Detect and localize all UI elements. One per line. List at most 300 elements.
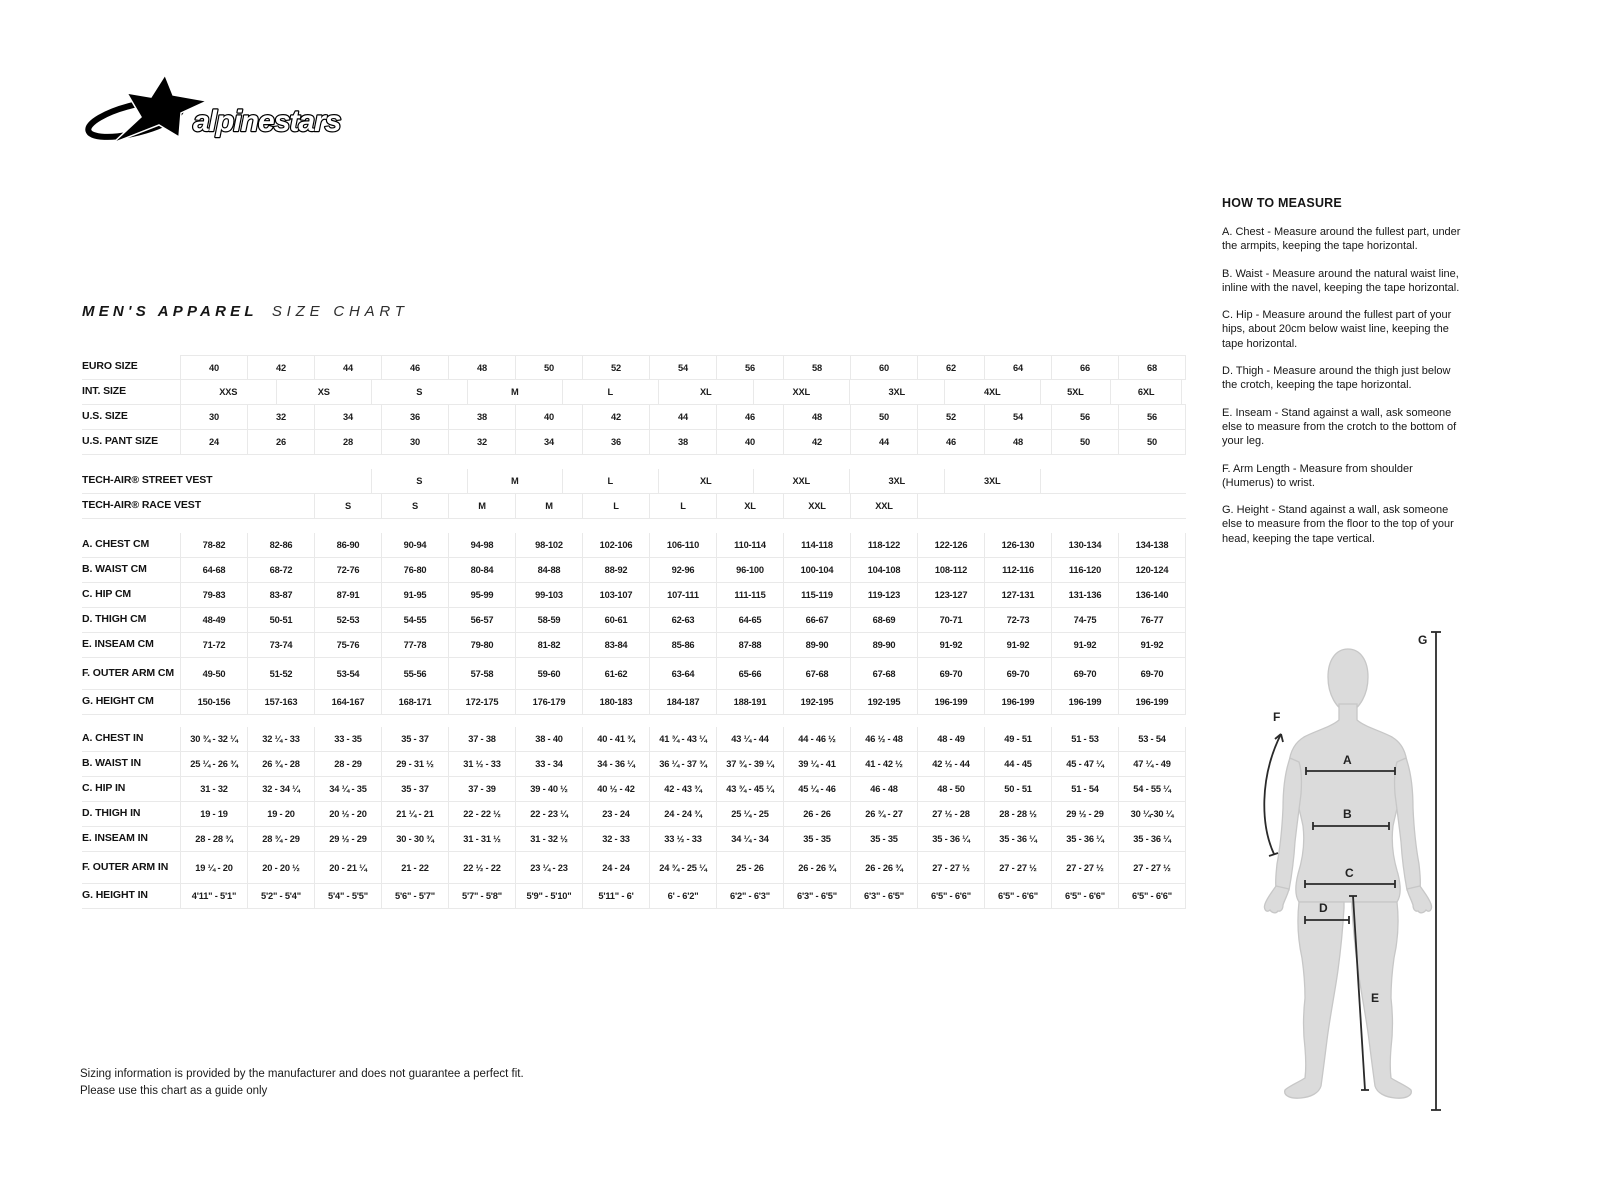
row-cells bbox=[180, 583, 1186, 607]
size-cell: 87-88 bbox=[716, 633, 783, 657]
size-cell: 82-86 bbox=[247, 533, 314, 557]
row-cells bbox=[180, 727, 1186, 751]
size-cell: 27 - 27 ½ bbox=[917, 852, 984, 883]
table-row bbox=[82, 777, 1186, 802]
size-cell: 6'5" - 6'6" bbox=[1051, 884, 1118, 908]
size-cell: 72-73 bbox=[984, 608, 1051, 632]
size-cell: 56 bbox=[1118, 405, 1186, 429]
disclaimer-line-2: Please use this chart as a guide only bbox=[80, 1084, 268, 1097]
size-cell: XL bbox=[716, 494, 783, 518]
size-cell: 79-80 bbox=[448, 633, 515, 657]
size-cell: 116-120 bbox=[1051, 558, 1118, 582]
size-cell: 40 bbox=[180, 356, 247, 379]
size-cell: 6'5" - 6'6" bbox=[984, 884, 1051, 908]
measure-instruction: B. Waist - Measure around the natural waist line, inline with the navel, keeping the tape horizontal. bbox=[1222, 267, 1460, 294]
size-cell: 6'3" - 6'5" bbox=[783, 884, 850, 908]
size-cell: 35 - 36 ¼ bbox=[917, 827, 984, 851]
size-cell: 73-74 bbox=[247, 633, 314, 657]
table-row bbox=[82, 533, 1186, 558]
size-cell: 40 - 41 ¾ bbox=[582, 727, 649, 751]
size-cell bbox=[180, 494, 247, 518]
row-label: E. INSEAM CM bbox=[82, 638, 154, 651]
size-cell: XXS bbox=[180, 380, 276, 404]
size-cell: L bbox=[562, 469, 658, 493]
size-cell: 27 - 27 ½ bbox=[1118, 852, 1186, 883]
size-cell: 54 bbox=[984, 405, 1051, 429]
disclaimer-line-1: Sizing information is provided by the manufacturer and does not guarantee a perfect fit. bbox=[80, 1068, 524, 1080]
size-cell: 56 bbox=[716, 356, 783, 379]
size-cell: 42 bbox=[783, 430, 850, 454]
size-cell: S bbox=[381, 494, 448, 518]
size-cell: 68-69 bbox=[850, 608, 917, 632]
measure-instruction: F. Arm Length - Measure from shoulder (Humerus) to wrist. bbox=[1222, 462, 1413, 489]
size-cell: 89-90 bbox=[850, 633, 917, 657]
size-cell: M bbox=[515, 494, 582, 518]
size-cell: 91-95 bbox=[381, 583, 448, 607]
size-cell: 34 ¼ - 34 bbox=[716, 827, 783, 851]
table-row bbox=[82, 852, 1186, 884]
size-cell: 172-175 bbox=[448, 690, 515, 714]
table-row bbox=[82, 405, 1186, 430]
size-cell: 41 - 42 ½ bbox=[850, 752, 917, 776]
size-cell: 26 ¾ - 28 bbox=[247, 752, 314, 776]
size-cell: 69-70 bbox=[984, 658, 1051, 689]
size-cell: 196-199 bbox=[984, 690, 1051, 714]
size-cell: 28 - 28 ¾ bbox=[180, 827, 247, 851]
size-cell: 45 - 47 ¼ bbox=[1051, 752, 1118, 776]
size-cell: 134-138 bbox=[1118, 533, 1186, 557]
size-cell: 30 ¾ - 32 ¼ bbox=[180, 727, 247, 751]
row-label: EURO SIZE bbox=[82, 360, 138, 373]
row-cells bbox=[180, 633, 1186, 657]
size-cell: L bbox=[649, 494, 716, 518]
size-cell: 43 ¾ - 45 ¼ bbox=[716, 777, 783, 801]
size-cell: 35 - 36 ¼ bbox=[984, 827, 1051, 851]
size-cell: 76-80 bbox=[381, 558, 448, 582]
table-row bbox=[82, 558, 1186, 583]
row-cells bbox=[180, 608, 1186, 632]
size-cell: 130-134 bbox=[1051, 533, 1118, 557]
figure-right-arm bbox=[1395, 758, 1421, 890]
size-cell bbox=[180, 469, 276, 493]
size-cell: 36 ¼ - 37 ¾ bbox=[649, 752, 716, 776]
size-cell: 35 - 36 ¼ bbox=[1118, 827, 1186, 851]
size-cell: 44 bbox=[850, 430, 917, 454]
size-cell: 53-54 bbox=[314, 658, 381, 689]
row-label: INT. SIZE bbox=[82, 385, 127, 398]
size-cell: S bbox=[314, 494, 381, 518]
label-D: D bbox=[1319, 901, 1328, 915]
size-cell: 64 bbox=[984, 356, 1051, 379]
size-cell bbox=[276, 469, 372, 493]
size-cell: 5XL bbox=[1040, 380, 1111, 404]
size-cell: 52 bbox=[582, 356, 649, 379]
size-cell: L bbox=[562, 380, 658, 404]
table-row bbox=[82, 430, 1186, 455]
size-cell: 68 bbox=[1118, 356, 1186, 379]
size-cell: 46 ½ - 48 bbox=[850, 727, 917, 751]
size-cell: 24 - 24 bbox=[582, 852, 649, 883]
size-cell: 108-112 bbox=[917, 558, 984, 582]
size-cell: 32 bbox=[247, 405, 314, 429]
size-cell: 96-100 bbox=[716, 558, 783, 582]
page-title-secondary: SIZE CHART bbox=[271, 303, 409, 320]
size-cell: 68-72 bbox=[247, 558, 314, 582]
size-cell: 28 - 29 bbox=[314, 752, 381, 776]
size-cell: 22 - 23 ¼ bbox=[515, 802, 582, 826]
row-cells bbox=[180, 802, 1186, 826]
row-cells bbox=[180, 469, 1041, 493]
size-cell: 46 bbox=[917, 430, 984, 454]
size-cell: 81-82 bbox=[515, 633, 582, 657]
label-B: B bbox=[1343, 807, 1352, 821]
table-row bbox=[82, 752, 1186, 777]
size-cell: 5'9" - 5'10" bbox=[515, 884, 582, 908]
size-cell: 26 - 26 bbox=[783, 802, 850, 826]
disclaimer bbox=[80, 1066, 524, 1099]
size-cell: 80-84 bbox=[448, 558, 515, 582]
size-cell: 46 bbox=[381, 356, 448, 379]
row-label: G. HEIGHT CM bbox=[82, 695, 154, 708]
size-cell: 39 - 40 ½ bbox=[515, 777, 582, 801]
size-cell: 51 - 54 bbox=[1051, 777, 1118, 801]
size-cell: 37 - 39 bbox=[448, 777, 515, 801]
size-cell: 34 bbox=[314, 405, 381, 429]
size-cell: 49 - 51 bbox=[984, 727, 1051, 751]
size-cell: 48 bbox=[448, 356, 515, 379]
size-cell: 20 ½ - 20 bbox=[314, 802, 381, 826]
size-cell: 44 - 46 ½ bbox=[783, 727, 850, 751]
size-cell: 27 ½ - 28 bbox=[917, 802, 984, 826]
size-cell: 38 bbox=[448, 405, 515, 429]
size-cell: 119-123 bbox=[850, 583, 917, 607]
size-cell: 47 ¼ - 49 bbox=[1118, 752, 1186, 776]
size-cell: 28 ¾ - 29 bbox=[247, 827, 314, 851]
size-cell: 75-76 bbox=[314, 633, 381, 657]
size-cell: 56 bbox=[1051, 405, 1118, 429]
table-row bbox=[82, 727, 1186, 752]
size-cell: 36 bbox=[381, 405, 448, 429]
size-cell: 77-78 bbox=[381, 633, 448, 657]
size-cell: 44 - 45 bbox=[984, 752, 1051, 776]
size-cell: XL bbox=[658, 469, 754, 493]
row-cells bbox=[180, 430, 1186, 454]
size-cell: 3XL bbox=[849, 380, 945, 404]
row-cells bbox=[180, 494, 918, 518]
size-cell: 38 bbox=[649, 430, 716, 454]
size-cell: 91-92 bbox=[917, 633, 984, 657]
size-cell: 115-119 bbox=[783, 583, 850, 607]
size-cell: 196-199 bbox=[1118, 690, 1186, 714]
size-cell: 76-77 bbox=[1118, 608, 1186, 632]
size-cell: 70-71 bbox=[917, 608, 984, 632]
size-cell: 6XL bbox=[1110, 380, 1182, 404]
measure-instruction: A. Chest - Measure around the fullest part, under the armpits, keeping the tape horizontal. bbox=[1222, 226, 1461, 253]
size-cell: 42 - 43 ¾ bbox=[649, 777, 716, 801]
size-cell: 32 bbox=[448, 430, 515, 454]
size-cell: 24 ¾ - 25 ¼ bbox=[649, 852, 716, 883]
alpinestars-logo bbox=[83, 75, 363, 147]
size-cell: 114-118 bbox=[783, 533, 850, 557]
row-cells bbox=[180, 380, 1182, 404]
size-cell: 188-191 bbox=[716, 690, 783, 714]
size-cell: 26 ¾ - 27 bbox=[850, 802, 917, 826]
size-cell: 64-65 bbox=[716, 608, 783, 632]
row-cells bbox=[180, 852, 1186, 883]
size-cell: 37 - 38 bbox=[448, 727, 515, 751]
size-cell: 23 ¼ - 23 bbox=[515, 852, 582, 883]
size-cell: 50 bbox=[850, 405, 917, 429]
size-table bbox=[82, 355, 1186, 909]
size-cell: M bbox=[448, 494, 515, 518]
size-cell: 53 - 54 bbox=[1118, 727, 1186, 751]
table-row bbox=[82, 608, 1186, 633]
row-cells bbox=[180, 884, 1186, 908]
size-cell: 27 - 27 ½ bbox=[984, 852, 1051, 883]
size-cell: XXL bbox=[753, 469, 849, 493]
size-cell: 21 - 22 bbox=[381, 852, 448, 883]
row-label: TECH-AIR® RACE VEST bbox=[82, 499, 202, 512]
size-cell: 136-140 bbox=[1118, 583, 1186, 607]
how-to-measure-panel bbox=[1222, 196, 1462, 559]
size-cell: 48 bbox=[783, 405, 850, 429]
size-cell: 35 - 37 bbox=[381, 777, 448, 801]
size-cell: 131-136 bbox=[1051, 583, 1118, 607]
table-row bbox=[82, 827, 1186, 852]
size-cell: 74-75 bbox=[1051, 608, 1118, 632]
size-cell: 36 bbox=[582, 430, 649, 454]
row-label: TECH-AIR® STREET VEST bbox=[82, 474, 213, 487]
size-cell: 112-116 bbox=[984, 558, 1051, 582]
row-cells bbox=[180, 405, 1186, 429]
size-cell: 62 bbox=[917, 356, 984, 379]
size-cell: 66 bbox=[1051, 356, 1118, 379]
table-row bbox=[82, 469, 1186, 494]
size-cell: 33 - 34 bbox=[515, 752, 582, 776]
row-label: U.S. PANT SIZE bbox=[82, 435, 158, 448]
size-cell: 39 ¼ - 41 bbox=[783, 752, 850, 776]
size-cell: 60-61 bbox=[582, 608, 649, 632]
size-cell: XL bbox=[658, 380, 754, 404]
size-cell: M bbox=[467, 469, 563, 493]
size-cell: 51-52 bbox=[247, 658, 314, 689]
size-cell: 35 - 35 bbox=[850, 827, 917, 851]
logo-wordmark: alpinestars bbox=[193, 105, 341, 138]
size-cell: 19 - 20 bbox=[247, 802, 314, 826]
row-cells bbox=[180, 658, 1186, 689]
size-cell: 50-51 bbox=[247, 608, 314, 632]
size-cell: 33 ½ - 33 bbox=[649, 827, 716, 851]
size-cell: 196-199 bbox=[1051, 690, 1118, 714]
size-cell: 103-107 bbox=[582, 583, 649, 607]
size-cell: M bbox=[467, 380, 563, 404]
row-label: A. CHEST CM bbox=[82, 538, 150, 551]
size-cell: 44 bbox=[314, 356, 381, 379]
figure-left-hand bbox=[1264, 886, 1289, 913]
size-cell: 26 - 26 ¾ bbox=[783, 852, 850, 883]
figure-right-leg bbox=[1352, 902, 1411, 1098]
size-cell: 5'4" - 5'5" bbox=[314, 884, 381, 908]
size-cell: 67-68 bbox=[783, 658, 850, 689]
size-cell: 98-102 bbox=[515, 533, 582, 557]
size-cell: 30 bbox=[180, 405, 247, 429]
size-cell: 48 - 49 bbox=[917, 727, 984, 751]
size-cell: 41 ¾ - 43 ¼ bbox=[649, 727, 716, 751]
size-cell: 104-108 bbox=[850, 558, 917, 582]
size-cell: 59-60 bbox=[515, 658, 582, 689]
size-cell: 99-103 bbox=[515, 583, 582, 607]
size-cell: S bbox=[371, 380, 467, 404]
size-cell: 54 bbox=[649, 356, 716, 379]
size-cell: 31 - 31 ½ bbox=[448, 827, 515, 851]
size-cell: 25 - 26 bbox=[716, 852, 783, 883]
label-C: C bbox=[1345, 866, 1354, 880]
figure-left-leg bbox=[1285, 902, 1344, 1098]
size-cell: 52-53 bbox=[314, 608, 381, 632]
size-cell: XXL bbox=[753, 380, 849, 404]
size-cell: 58 bbox=[783, 356, 850, 379]
size-cell: 42 bbox=[247, 356, 314, 379]
size-cell: 164-167 bbox=[314, 690, 381, 714]
size-cell: XXL bbox=[850, 494, 918, 518]
measure-instruction: D. Thigh - Measure around the thigh just below the crotch, keeping the tape horizontal. bbox=[1222, 365, 1451, 392]
size-cell: 5'7" - 5'8" bbox=[448, 884, 515, 908]
row-cells bbox=[180, 827, 1186, 851]
size-cell: 60 bbox=[850, 356, 917, 379]
table-row bbox=[82, 355, 1186, 380]
size-cell: 157-163 bbox=[247, 690, 314, 714]
label-A: A bbox=[1343, 753, 1352, 767]
size-cell: 48-49 bbox=[180, 608, 247, 632]
size-cell: 32 - 33 bbox=[582, 827, 649, 851]
size-cell: 83-84 bbox=[582, 633, 649, 657]
size-cell: 52 bbox=[917, 405, 984, 429]
size-cell: 51 - 53 bbox=[1051, 727, 1118, 751]
size-cell: 122-126 bbox=[917, 533, 984, 557]
size-cell: 32 - 34 ¼ bbox=[247, 777, 314, 801]
measure-instruction: E. Inseam - Stand against a wall, ask someone else to measure from the crotch to the bottom of your leg. bbox=[1222, 406, 1457, 448]
size-cell: 5'2" - 5'4" bbox=[247, 884, 314, 908]
size-cell: 32 ¼ - 33 bbox=[247, 727, 314, 751]
size-cell: 54 - 55 ¼ bbox=[1118, 777, 1186, 801]
row-label: D. THIGH CM bbox=[82, 613, 147, 626]
size-cell: 19 ¼ - 20 bbox=[180, 852, 247, 883]
size-cell: 79-83 bbox=[180, 583, 247, 607]
table-row bbox=[82, 690, 1186, 715]
size-cell: 196-199 bbox=[917, 690, 984, 714]
page-title bbox=[82, 303, 409, 320]
size-cell: 19 - 19 bbox=[180, 802, 247, 826]
table-row bbox=[82, 583, 1186, 608]
row-cells bbox=[180, 355, 1186, 379]
size-cell: 31 - 32 bbox=[180, 777, 247, 801]
measurement-figure bbox=[1243, 620, 1443, 1120]
size-cell: 21 ¼ - 21 bbox=[381, 802, 448, 826]
size-cell: 57-58 bbox=[448, 658, 515, 689]
size-cell: 22 ½ - 22 bbox=[448, 852, 515, 883]
table-gap bbox=[82, 519, 1186, 533]
row-label: D. THIGH IN bbox=[82, 807, 141, 820]
size-cell: 37 ¾ - 39 ¼ bbox=[716, 752, 783, 776]
size-cell: 40 bbox=[515, 405, 582, 429]
size-cell: 83-87 bbox=[247, 583, 314, 607]
size-cell: 46 bbox=[716, 405, 783, 429]
size-cell: 50 - 51 bbox=[984, 777, 1051, 801]
size-cell: 6'2" - 6'3" bbox=[716, 884, 783, 908]
size-cell: 29 ½ - 29 bbox=[314, 827, 381, 851]
row-label: C. HIP CM bbox=[82, 588, 132, 601]
size-cell: 49-50 bbox=[180, 658, 247, 689]
size-cell: 28 bbox=[314, 430, 381, 454]
size-cell: 3XL bbox=[944, 469, 1041, 493]
size-cell: 38 - 40 bbox=[515, 727, 582, 751]
size-cell: 42 ½ - 44 bbox=[917, 752, 984, 776]
size-cell: 107-111 bbox=[649, 583, 716, 607]
size-cell: 106-110 bbox=[649, 533, 716, 557]
table-row bbox=[82, 633, 1186, 658]
row-cells bbox=[180, 558, 1186, 582]
size-cell: 25 ¼ - 26 ¾ bbox=[180, 752, 247, 776]
size-cell: 43 ¼ - 44 bbox=[716, 727, 783, 751]
how-to-measure-list bbox=[1222, 225, 1462, 546]
measure-instruction: G. Height - Stand against a wall, ask someone else to measure from the floor to the top of your head, keeping the tape vertical. bbox=[1222, 504, 1454, 545]
how-to-measure-heading: HOW TO MEASURE bbox=[1222, 196, 1342, 210]
size-cell: 34 - 36 ¼ bbox=[582, 752, 649, 776]
size-cell: 24 bbox=[180, 430, 247, 454]
size-cell: 111-115 bbox=[716, 583, 783, 607]
size-cell: 66-67 bbox=[783, 608, 850, 632]
size-cell: 40 bbox=[716, 430, 783, 454]
size-cell: 110-114 bbox=[716, 533, 783, 557]
size-cell: 34 ¼ - 35 bbox=[314, 777, 381, 801]
size-cell: 33 - 35 bbox=[314, 727, 381, 751]
size-cell: 29 ½ - 29 bbox=[1051, 802, 1118, 826]
row-label: B. WAIST IN bbox=[82, 757, 141, 770]
figure-right-hand bbox=[1407, 886, 1432, 913]
size-cell: 100-104 bbox=[783, 558, 850, 582]
size-cell: 6'5" - 6'6" bbox=[1118, 884, 1186, 908]
size-cell: 50 bbox=[1051, 430, 1118, 454]
size-cell: 35 - 37 bbox=[381, 727, 448, 751]
page-title-primary: MEN'S APPAREL bbox=[82, 303, 258, 320]
row-label: G. HEIGHT IN bbox=[82, 889, 148, 902]
row-label: F. OUTER ARM CM bbox=[82, 666, 175, 679]
size-cell: 192-195 bbox=[850, 690, 917, 714]
size-cell: 6'3" - 6'5" bbox=[850, 884, 917, 908]
size-cell: 184-187 bbox=[649, 690, 716, 714]
size-cell: 92-96 bbox=[649, 558, 716, 582]
size-cell: 30 bbox=[381, 430, 448, 454]
size-cell: 26 - 26 ¾ bbox=[850, 852, 917, 883]
row-label: A. CHEST IN bbox=[82, 732, 144, 745]
size-cell: 85-86 bbox=[649, 633, 716, 657]
size-cell: 69-70 bbox=[1118, 658, 1186, 689]
table-row bbox=[82, 802, 1186, 827]
row-cells bbox=[180, 752, 1186, 776]
size-cell: 6'5" - 6'6" bbox=[917, 884, 984, 908]
size-cell: 27 - 27 ½ bbox=[1051, 852, 1118, 883]
table-row bbox=[82, 494, 1186, 519]
size-cell: 48 - 50 bbox=[917, 777, 984, 801]
size-cell: 31 ½ - 33 bbox=[448, 752, 515, 776]
size-cell: 50 bbox=[1118, 430, 1186, 454]
size-cell: 24 - 24 ¾ bbox=[649, 802, 716, 826]
size-cell: 61-62 bbox=[582, 658, 649, 689]
size-cell: 42 bbox=[582, 405, 649, 429]
size-cell: 35 - 35 bbox=[783, 827, 850, 851]
size-cell: 90-94 bbox=[381, 533, 448, 557]
size-cell: 63-64 bbox=[649, 658, 716, 689]
